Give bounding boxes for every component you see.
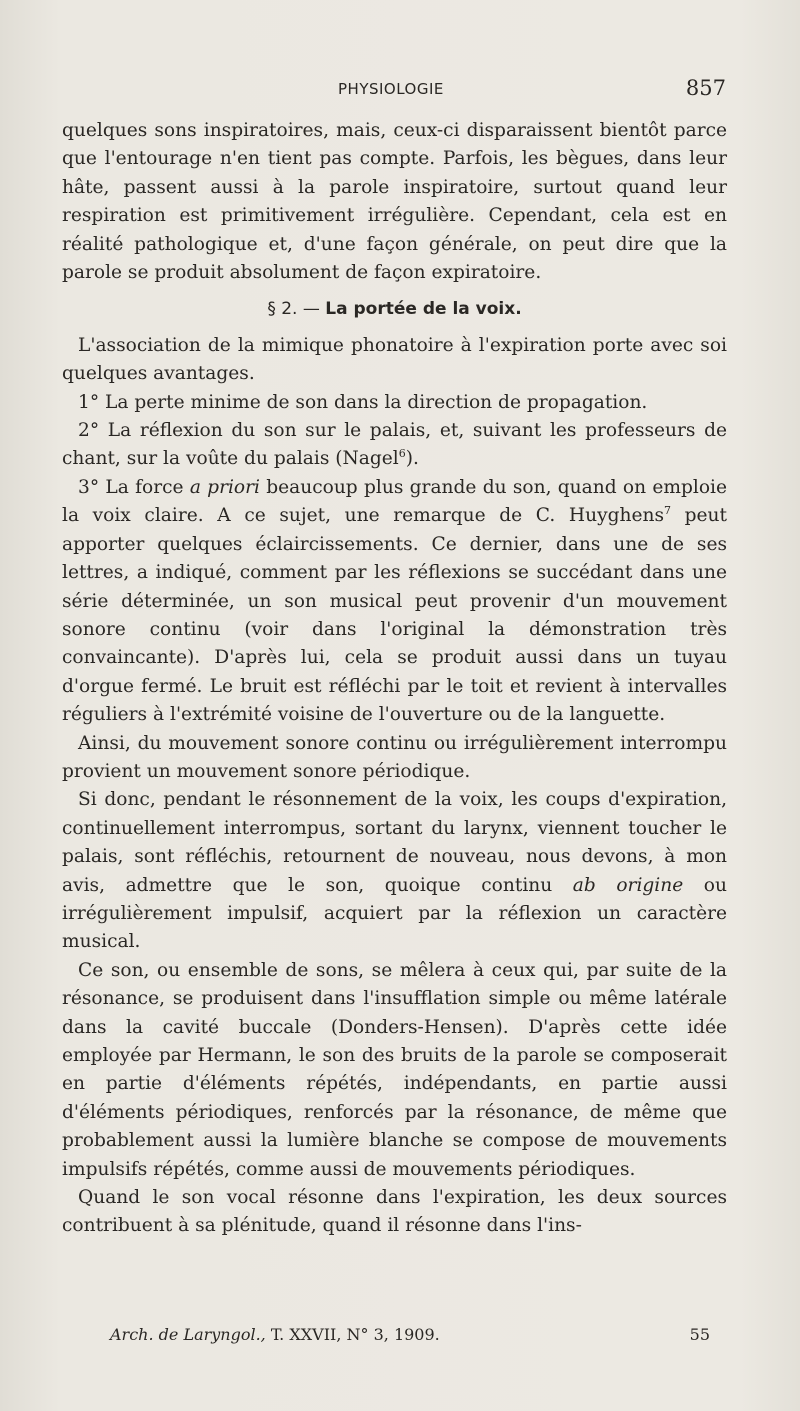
body-text [62,117,727,1241]
italic-a-priori: a priori [189,476,260,498]
paragraph-1: quelques sons inspiratoires, mais, ceux-ci disparaissent bientôt parce que l'entourage n'en tient pas compte. Parfois, les bègues, dans leur hâte, passent aussi à la parole inspiratoire, surtout quand leur respiration est primitivement irrégulière. Cependant, cela est en réalité pathologique et, d'une façon générale, on peut dire que la parole se produit absolument de façon expiratoire. [62,120,727,284]
paragraph-3: 1° La perte minime de son dans la direction de propagation. [78,391,648,413]
section-heading [62,295,727,323]
paragraph-5-start: 3° La force [78,476,190,498]
paragraph-7 [62,786,727,956]
section-number: § 2. — [267,299,320,320]
paragraph-6: Ainsi, du mouvement sonore continu ou irrégulièrement interrompu provient un mouvement sonore périodique. [62,732,727,782]
paragraph-8: Ce son, ou ensemble de sons, se mêlera à ceux qui, par suite de la résonance, se produisent dans l'insufflation simple ou même latérale dans la cavité buccale (Donders-Hensen). D'après cette idée employée par Hermann, le son des bruits de la parole se composerait en partie d'éléments répétés, indépendants, en partie aussi d'éléments périodiques, renforcés par la résonance, de même que probablement aussi la lumière blanche se compose de mouvements impulsifs répétés, comme aussi de mouvements périodiques. [62,959,727,1180]
section-title: La portée de la voix. [325,299,522,320]
italic-ab-origine: ab origine [572,874,684,896]
page-header [60,76,726,106]
paragraph-5-end: peut apporter quelques éclaircissements. Ce dernier, dans une de ses lettres, a indiqué, comment par les réflexions se succédant dans une série déterminée, un son musical peut provenir d'un mouvement sonore continu (voir dans l'original la démonstration très convaincante). D'après lui, cela se produit aussi dans un tuyau d'orgue fermé. Le bruit est réfléchi par le toit et revient à intervalles réguliers à l'extrémité voisine de l'ouverture ou de la languette. [62,505,727,726]
signature-mark: 55 [689,1325,710,1344]
page-number: 857 [685,76,726,100]
paragraph-5-mid: beaucoup plus grande du son, quand on emploie la voix claire. A ce sujet, une remarque de C. Huyghens [62,476,727,527]
paragraph-9: Quand le son vocal résonne dans l'expiration, les deux sources contribuent à sa plénitude, quand il résonne dans l'ins- [62,1187,727,1237]
journal-volume: T. XXVII, N° 3, 1909. [270,1325,440,1344]
paragraph-4 [62,417,727,474]
footnote-ref-6: 6 [398,447,406,461]
paragraph-5 [62,474,727,730]
footnote-ref-7: 7 [664,504,671,518]
paragraph-7-start: Si donc, pendant le résonnement de la voix, les coups d'expiration, continuellement interrompus, sortant du larynx, viennent toucher le palais, sont réfléchis, retournent de nouveau, nous devons, à mon avis, admettre que le son, quoique continu [62,789,727,896]
paragraph-4-text: 2° La réflexion du son sur le palais, et, suivant les professeurs de chant, sur la voûte du palais (Nagel [62,420,727,470]
paragraph-2: L'association de la mimique phonatoire à l'expiration porte avec soi quelques avantages. [62,334,727,385]
page-footer [110,1325,710,1344]
running-head: PHYSIOLOGIE [338,80,444,98]
paragraph-7-end: ou irrégulièrement impulsif, acquiert par la réflexion un caractère musical. [62,874,727,953]
journal-name: Arch. de Laryngol., [110,1325,266,1344]
paragraph-4-end: ). [405,448,419,470]
